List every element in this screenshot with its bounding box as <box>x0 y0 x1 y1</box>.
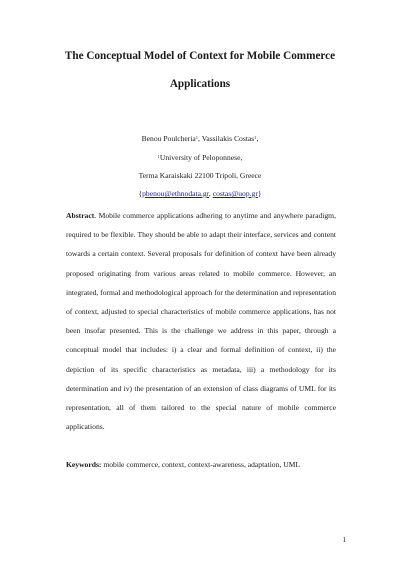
author-name-1: Benou Poulcheria <box>141 134 196 143</box>
keywords-label: Keywords: <box>66 460 102 469</box>
keywords-text: mobile commerce, context, context-awareness, adaptation, UML <box>101 460 301 469</box>
email-brace-open: { <box>138 189 143 198</box>
author-emails <box>40 185 360 203</box>
paper-title <box>40 42 360 98</box>
email-link-2[interactable]: costas@uop.gr <box>212 189 258 198</box>
page-number: 1 <box>342 536 346 544</box>
author-2-affiliation-mark: 1 <box>254 135 257 140</box>
affiliation-name: University of Peloponnese, <box>159 153 243 162</box>
affiliation <box>40 148 360 167</box>
author-trailing-comma: , <box>256 134 259 143</box>
abstract <box>66 206 336 436</box>
abstract-text: . Mobile commerce applications adhering to anytime and anywhere paradigm, required to be flexible. They should be able to adapt their interface, services and content towards a certain context. Several proposals for definition of context have been already proposed originating from various areas related to mobile commerce. However, an integrated, formal and methodological approach for the determination and representation of context, adjusted to special characteristics of mobile commerce applications, has not been insofar presented. This is the challenge we address in this paper, through a conceptual model that includes: i) a clear and formal definition of context, ii) the depiction of its specific characteristics as metadata, iii) a methodology for its determination and iv) the presentation of an extension of class diagrams of UML for its representation, all of them tailored to the special nature of mobile commerce applications. <box>66 211 336 432</box>
author-names <box>40 129 360 148</box>
keywords <box>66 459 336 471</box>
title-line-1: The Conceptual Model of Context for Mobile Commerce <box>64 50 336 62</box>
author-separator: , <box>198 134 202 143</box>
email-brace-close: } <box>257 189 262 198</box>
address: Terma Karaiskaki 22100 Tripoli, Greece <box>138 171 262 180</box>
affiliation-mark: 1 <box>157 154 160 159</box>
email-link-1[interactable]: pbenou@ethnodata.gr <box>142 189 209 198</box>
author-name-2: Vassilakis Costas <box>201 134 255 143</box>
email-separator: , <box>208 189 213 198</box>
author-block <box>40 129 360 203</box>
title-line-2: Applications <box>169 78 231 90</box>
abstract-label: Abstract <box>66 211 95 220</box>
author-1-affiliation-mark: 1 <box>195 135 199 140</box>
